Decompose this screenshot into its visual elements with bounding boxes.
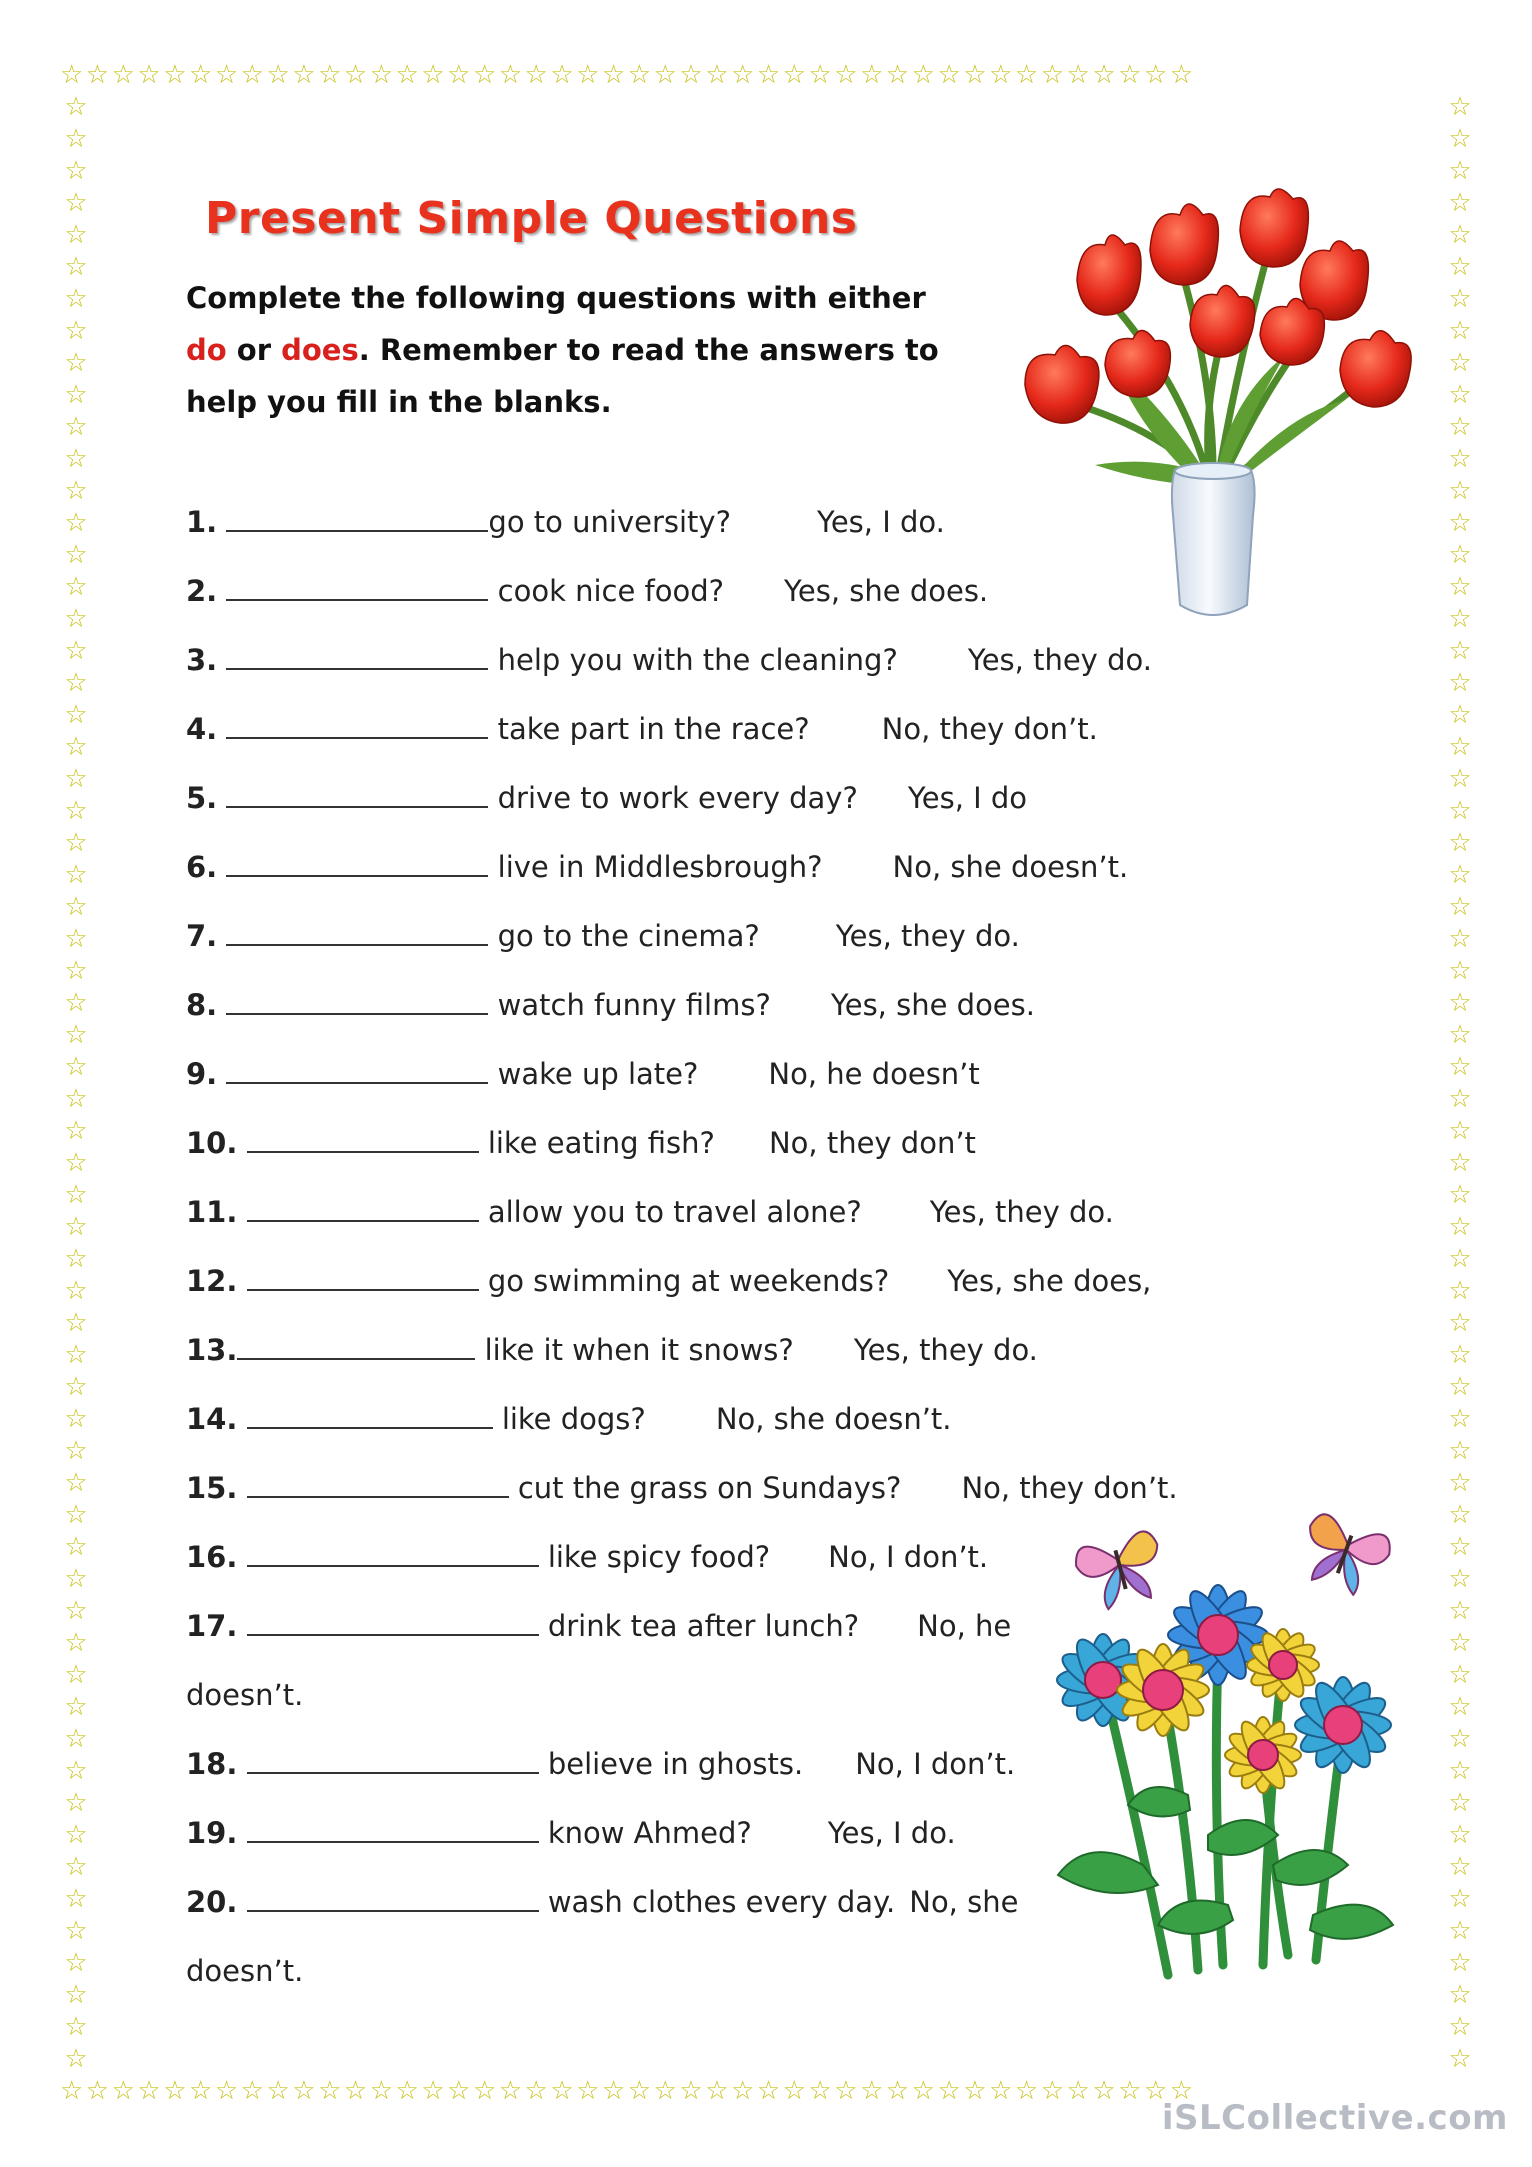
star-icon: ☆ — [1448, 668, 1472, 698]
star-icon: ☆ — [64, 796, 88, 826]
star-icon: ☆ — [64, 1084, 88, 1114]
question-text: help you with the cleaning? — [497, 643, 898, 677]
star-icon: ☆ — [1448, 1244, 1472, 1274]
star-icon: ☆ — [64, 380, 88, 410]
star-icon: ☆ — [1448, 764, 1472, 794]
question-text: allow you to travel alone? — [487, 1195, 862, 1229]
instructions — [186, 272, 966, 428]
star-icon: ☆ — [64, 636, 88, 666]
answer-blank[interactable] — [226, 1054, 488, 1084]
star-icon: ☆ — [1448, 284, 1472, 314]
star-icon: ☆ — [1448, 508, 1472, 538]
star-icon: ☆ — [64, 1596, 88, 1626]
star-icon: ☆ — [64, 1244, 88, 1274]
question-row — [186, 845, 1128, 889]
star-icon: ☆ — [64, 1788, 88, 1818]
question-number: 1. — [186, 505, 218, 539]
star-icon: ☆ — [64, 1436, 88, 1466]
answer-blank[interactable] — [226, 640, 488, 670]
question-text: like eating fish? — [487, 1126, 715, 1160]
star-icon: ☆ — [1448, 1148, 1472, 1178]
star-icon: ☆ — [64, 92, 88, 122]
question-number: 16. — [186, 1540, 238, 1574]
star-icon: ☆ — [64, 1020, 88, 1050]
star-icon: ☆ — [64, 1468, 88, 1498]
star-icon: ☆ — [1448, 476, 1472, 506]
answer-text: No, they don’t — [768, 1126, 976, 1160]
answer-blank[interactable] — [247, 1744, 539, 1774]
answer-text: No, he doesn’t — [768, 1057, 980, 1091]
star-icon: ☆ — [64, 316, 88, 346]
star-icon: ☆ — [1448, 796, 1472, 826]
star-icon: ☆ — [1448, 892, 1472, 922]
answer-text: No, she doesn’t. — [715, 1402, 952, 1436]
star-icon: ☆ — [64, 1628, 88, 1658]
star-icon: ☆ — [1448, 316, 1472, 346]
star-icon: ☆ — [1448, 1180, 1472, 1210]
question-row — [186, 1604, 1011, 1648]
star-icon: ☆ — [64, 860, 88, 890]
star-icon: ☆ — [1448, 828, 1472, 858]
answer-blank[interactable] — [226, 709, 488, 739]
star-icon: ☆ — [1448, 700, 1472, 730]
question-text: cut the grass on Sundays? — [517, 1471, 902, 1505]
answer-blank[interactable] — [247, 1399, 493, 1429]
star-icon: ☆ — [1448, 1468, 1472, 1498]
star-icon: ☆ — [64, 764, 88, 794]
question-number: 10. — [186, 1126, 238, 1160]
star-icon: ☆ — [64, 956, 88, 986]
question-text: wash clothes every day. — [547, 1885, 896, 1919]
question-row — [186, 914, 1020, 958]
star-icon: ☆ — [1448, 1980, 1472, 2010]
answer-text: Yes, she does, — [947, 1264, 1152, 1298]
star-icon: ☆ — [1448, 1628, 1472, 1658]
star-icon: ☆ — [1448, 604, 1472, 634]
star-icon: ☆ — [1448, 1372, 1472, 1402]
answer-blank[interactable] — [226, 985, 488, 1015]
star-icon: ☆ — [1448, 732, 1472, 762]
star-icon: ☆ — [1448, 1948, 1472, 1978]
star-icon: ☆ — [64, 1148, 88, 1178]
star-icon: ☆ — [64, 668, 88, 698]
star-icon: ☆ — [1448, 924, 1472, 954]
star-icon: ☆ — [1448, 1116, 1472, 1146]
star-icon: ☆ — [1448, 1212, 1472, 1242]
answer-text: No, they don’t. — [961, 1471, 1178, 1505]
star-icon: ☆ — [64, 444, 88, 474]
star-icon: ☆ — [1448, 1500, 1472, 1530]
question-text: live in Middlesbrough? — [497, 850, 823, 884]
star-icon: ☆ — [64, 1212, 88, 1242]
star-border-right — [1444, 92, 1476, 2082]
star-icon: ☆ — [1448, 988, 1472, 1018]
star-icon: ☆ — [64, 1308, 88, 1338]
word-does: does — [281, 333, 359, 367]
star-icon: ☆ — [64, 1916, 88, 1946]
star-icon: ☆ — [64, 1884, 88, 1914]
question-number: 2. — [186, 574, 218, 608]
answer-blank[interactable] — [237, 1330, 475, 1360]
question-number: 4. — [186, 712, 218, 746]
star-icon: ☆ — [1448, 1820, 1472, 1850]
star-icon: ☆ — [64, 1820, 88, 1850]
star-icon: ☆ — [64, 252, 88, 282]
star-icon: ☆ — [64, 1660, 88, 1690]
answer-blank[interactable] — [226, 571, 488, 601]
watermark: iSLCollective.com — [1161, 2098, 1508, 2138]
star-icon: ☆ — [1448, 124, 1472, 154]
answer-blank[interactable] — [226, 778, 488, 808]
question-row — [186, 1811, 956, 1855]
star-icon: ☆ — [64, 700, 88, 730]
star-icon: ☆ — [1448, 1692, 1472, 1722]
star-icon: ☆ — [64, 284, 88, 314]
star-icon: ☆ — [1448, 1884, 1472, 1914]
answer-blank[interactable] — [247, 1123, 479, 1153]
question-text: like it when it snows? — [484, 1333, 794, 1367]
star-icon: ☆ — [64, 1052, 88, 1082]
answer-text: Yes, they do. — [929, 1195, 1114, 1229]
star-icon: ☆ — [1448, 412, 1472, 442]
star-icon: ☆ — [64, 1180, 88, 1210]
star-icon: ☆ — [64, 1116, 88, 1146]
question-number: 20. — [186, 1885, 238, 1919]
question-row — [186, 638, 1152, 682]
question-text: cook nice food? — [497, 574, 725, 608]
star-icon: ☆ — [64, 1756, 88, 1786]
instructions-text-3: . Remember to read the answers to help you fill in the blanks. — [186, 333, 939, 419]
star-icon: ☆ — [1448, 1596, 1472, 1626]
star-icon: ☆ — [64, 1692, 88, 1722]
answer-blank[interactable] — [247, 1882, 539, 1912]
star-icon: ☆ — [1448, 1020, 1472, 1050]
question-number: 17. — [186, 1609, 238, 1643]
star-icon: ☆ — [64, 412, 88, 442]
star-icon: ☆ — [1448, 956, 1472, 986]
question-row — [186, 1328, 1038, 1372]
star-icon: ☆ — [1448, 636, 1472, 666]
question-number: 13. — [186, 1333, 238, 1367]
star-icon: ☆ — [1448, 92, 1472, 122]
star-icon: ☆ — [64, 828, 88, 858]
star-icon: ☆ — [1448, 1788, 1472, 1818]
star-icon: ☆ — [1448, 860, 1472, 890]
question-text: like spicy food? — [547, 1540, 771, 1574]
star-icon: ☆ — [64, 508, 88, 538]
question-number: 6. — [186, 850, 218, 884]
word-do: do — [186, 333, 227, 367]
question-number: 7. — [186, 919, 218, 953]
question-text: know Ahmed? — [547, 1816, 752, 1850]
star-icon: ☆ — [64, 220, 88, 250]
star-icon: ☆ — [64, 892, 88, 922]
star-icon: ☆ — [1448, 156, 1472, 186]
answer-text: Yes, she does. — [830, 988, 1035, 1022]
question-row — [186, 569, 988, 613]
answer-text: Yes, I do. — [816, 505, 945, 539]
star-icon: ☆ — [64, 1724, 88, 1754]
question-number: 15. — [186, 1471, 238, 1505]
star-icon: ☆ — [1448, 444, 1472, 474]
star-icon: ☆ — [64, 1852, 88, 1882]
answer-blank[interactable] — [226, 847, 488, 877]
answer-text: Yes, she does. — [784, 574, 989, 608]
star-icon: ☆ — [1448, 1756, 1472, 1786]
question-row — [186, 1190, 1114, 1234]
star-icon: ☆ — [64, 1948, 88, 1978]
star-icon: ☆ — [1448, 1308, 1472, 1338]
star-icon: ☆ — [1448, 1404, 1472, 1434]
question-text: go to the cinema? — [497, 919, 760, 953]
star-icon: ☆ — [1448, 1532, 1472, 1562]
question-text: go swimming at weekends? — [487, 1264, 890, 1298]
question-text: believe in ghosts. — [547, 1747, 804, 1781]
question-row — [186, 1742, 1015, 1786]
question-number: 18. — [186, 1747, 238, 1781]
question-number: 14. — [186, 1402, 238, 1436]
star-icon: ☆ — [1448, 380, 1472, 410]
answer-blank[interactable] — [226, 916, 488, 946]
answer-text: No, she — [909, 1885, 1019, 1919]
star-icon: ☆ — [1448, 1852, 1472, 1882]
question-text: go to university? — [488, 505, 731, 539]
star-icon: ☆ — [1448, 188, 1472, 218]
star-icon: ☆ — [1448, 572, 1472, 602]
answer-text: Yes, I do — [907, 781, 1028, 815]
question-row — [186, 1259, 1151, 1303]
question-number: 3. — [186, 643, 218, 677]
star-icon: ☆ — [64, 1340, 88, 1370]
star-icon: ☆ — [64, 1564, 88, 1594]
question-text: take part in the race? — [497, 712, 810, 746]
question-row — [186, 707, 1098, 751]
star-icon: ☆ — [64, 572, 88, 602]
star-icon: ☆ — [64, 1980, 88, 2010]
answer-blank[interactable] — [247, 1537, 539, 1567]
star-icon: ☆ — [1448, 348, 1472, 378]
star-icon: ☆ — [1448, 1052, 1472, 1082]
question-number: 8. — [186, 988, 218, 1022]
star-icon: ☆ — [64, 1532, 88, 1562]
star-icon: ☆ — [64, 156, 88, 186]
answer-blank[interactable] — [247, 1606, 539, 1636]
star-icon: ☆ — [64, 2012, 88, 2042]
question-number: 19. — [186, 1816, 238, 1850]
question-number: 9. — [186, 1057, 218, 1091]
question-row — [186, 776, 1027, 820]
star-icon: ☆ — [1448, 1084, 1472, 1114]
question-row — [186, 1535, 988, 1579]
answer-text: No, I don’t. — [855, 1747, 1016, 1781]
question-row — [186, 983, 1035, 1027]
star-icon: ☆ — [64, 604, 88, 634]
star-icon: ☆ — [64, 476, 88, 506]
question-row — [186, 500, 945, 544]
star-icon: ☆ — [1448, 2044, 1472, 2074]
star-icon: ☆ — [1448, 1436, 1472, 1466]
question-number: 5. — [186, 781, 218, 815]
answer-blank[interactable] — [247, 1261, 479, 1291]
answer-text: Yes, I do. — [827, 1816, 956, 1850]
question-text: watch funny films? — [497, 988, 771, 1022]
star-icon: ☆ — [1448, 1916, 1472, 1946]
answer-continuation: doesn’t. — [186, 1954, 304, 1988]
answer-blank[interactable] — [247, 1192, 479, 1222]
star-icon: ☆ — [64, 2044, 88, 2074]
answer-text: Yes, they do. — [853, 1333, 1038, 1367]
star-border-bottom: ☆☆☆☆☆☆☆☆☆☆☆☆☆☆☆☆☆☆☆☆☆☆☆☆☆☆☆☆☆☆☆☆☆☆☆☆☆☆☆☆☆☆☆☆ — [60, 2076, 1196, 2106]
star-border-top: ☆☆☆☆☆☆☆☆☆☆☆☆☆☆☆☆☆☆☆☆☆☆☆☆☆☆☆☆☆☆☆☆☆☆☆☆☆☆☆☆☆☆☆☆ — [60, 60, 1196, 90]
answer-text: No, she doesn’t. — [892, 850, 1129, 884]
star-icon: ☆ — [1448, 220, 1472, 250]
answer-blank[interactable] — [247, 1813, 539, 1843]
star-icon: ☆ — [1448, 1660, 1472, 1690]
star-icon: ☆ — [64, 348, 88, 378]
question-text: drive to work every day? — [497, 781, 858, 815]
star-icon: ☆ — [64, 188, 88, 218]
instructions-text-1: Complete the following questions with either — [186, 281, 926, 315]
star-icon: ☆ — [64, 1276, 88, 1306]
question-row — [186, 1466, 1178, 1510]
question-row — [186, 1052, 980, 1096]
answer-text: Yes, they do. — [967, 643, 1152, 677]
question-number: 12. — [186, 1264, 238, 1298]
answer-blank[interactable] — [247, 1468, 509, 1498]
question-text: like dogs? — [501, 1402, 646, 1436]
question-text: wake up late? — [497, 1057, 699, 1091]
star-icon: ☆ — [1448, 2012, 1472, 2042]
answer-continuation: doesn’t. — [186, 1678, 304, 1712]
star-icon: ☆ — [1448, 540, 1472, 570]
worksheet-title: Present Simple Questions — [205, 193, 858, 244]
star-icon: ☆ — [64, 1404, 88, 1434]
tulip-vase-icon — [985, 185, 1435, 635]
star-icon: ☆ — [64, 124, 88, 154]
question-text: drink tea after lunch? — [547, 1609, 860, 1643]
star-border-left — [60, 92, 92, 2082]
answer-text: No, they don’t. — [881, 712, 1098, 746]
question-row — [186, 1397, 952, 1441]
star-icon: ☆ — [1448, 252, 1472, 282]
star-icon: ☆ — [64, 924, 88, 954]
star-icon: ☆ — [64, 540, 88, 570]
question-number: 11. — [186, 1195, 238, 1229]
star-icon: ☆ — [1448, 1340, 1472, 1370]
star-icon: ☆ — [1448, 1724, 1472, 1754]
star-icon: ☆ — [64, 732, 88, 762]
star-icon: ☆ — [64, 1500, 88, 1530]
answer-text: No, he — [917, 1609, 1012, 1643]
star-icon: ☆ — [1448, 1276, 1472, 1306]
flowers-butterflies-icon — [1048, 1505, 1428, 1985]
star-icon: ☆ — [1448, 1564, 1472, 1594]
question-row — [186, 1880, 1018, 1924]
instructions-text-2: or — [226, 333, 282, 367]
answer-text: Yes, they do. — [835, 919, 1020, 953]
answer-text: No, I don’t. — [828, 1540, 989, 1574]
star-icon: ☆ — [64, 988, 88, 1018]
question-row — [186, 1121, 976, 1165]
star-icon: ☆ — [64, 1372, 88, 1402]
answer-blank[interactable] — [226, 502, 488, 532]
